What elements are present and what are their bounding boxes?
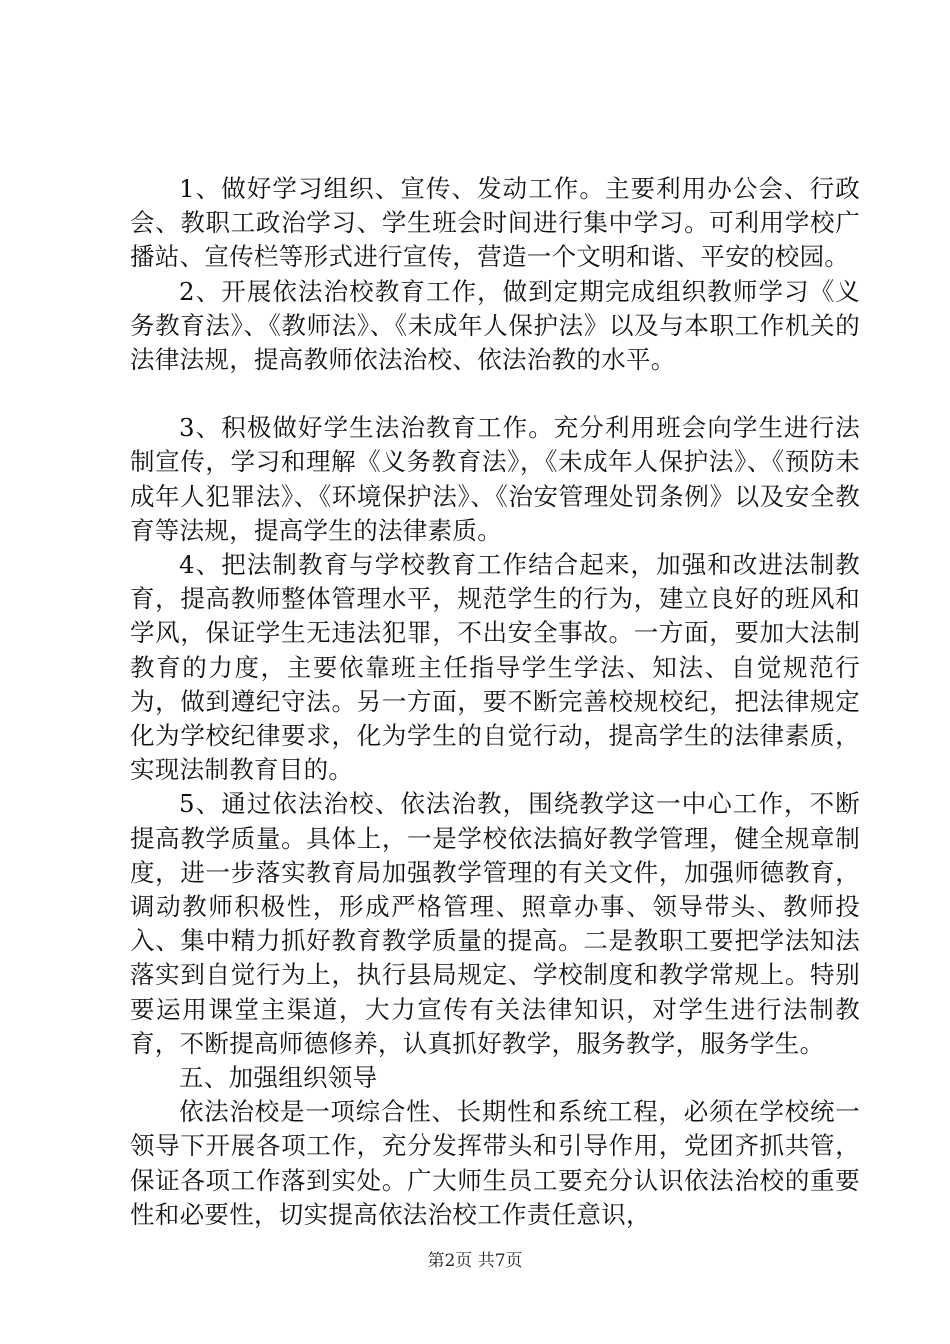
paragraph-5: 5、通过依法治校、依法治教，围绕教学这一中心工作，不断提高教学质量。具体上，一是学校依法搞好教学管理，健全规章制度，进一步落实教育局加强教学管理的有关文件，加强师德教育，调动教师积极性，形成严格管理、照章办事、领导带头、教师投入、集中精力抓好教育教学质量的提高。二是教职工要把学法知法落实到自觉行为上，执行县局规定、学校制度和教学常规上。特别要运用课堂主渠道，大力宣传有关法律知识，对学生进行法制教育，不断提高师德修养，认真抓好教学，服务教学，服务学生。 [130, 789, 860, 1058]
paragraph-2: 2、开展依法治校教育工作，做到定期完成组织教师学习《义务教育法》、《教师法》、《未成年人保护法》以及与本职工作机关的法律法规，提高教师依法治校、依法治教的水平。 [130, 276, 860, 375]
paragraph-4: 4、把法制教育与学校教育工作结合起来，加强和改进法制教育，提高教师整体管理水平，规范学生的行为，建立良好的班风和学风，保证学生无违法犯罪，不出安全事故。一方面，要加大法制教育的力度，主要依靠班主任指导学生学法、知法、自觉规范行为，做到遵纪守法。另一方面，要不断完善校规校纪，把法律规定化为学校纪律要求，化为学生的自觉行动，提高学生的法律素质，实现法制教育目的。 [130, 550, 860, 785]
document-body [130, 172, 860, 1232]
closing-paragraph: 依法治校是一项综合性、长期性和系统工程，必须在学校统一领导下开展各项工作，充分发挥带头和引导作用，党团齐抓共管，保证各项工作落到实处。广大师生员工要充分认识依法治校的重要性和必要性，切实提高依法治校工作责任意识， [130, 1097, 860, 1229]
section-heading: 五、加强组织领导 [179, 1063, 378, 1093]
paragraph-3: 3、积极做好学生法治教育工作。充分利用班会向学生进行法制宣传，学习和理解《义务教育法》，《未成年人保护法》、《预防未成年人犯罪法》、《环境保护法》、《治安管理处罚条例》以及安全教育等法规，提高学生的法律素质。 [130, 413, 860, 545]
page-footer: 第2页 共7页 [427, 1251, 523, 1271]
paragraph-1: 1、做好学习组织、宣传、发动工作。主要利用办公会、行政会、教职工政治学习、学生班会时间进行集中学习。可利用学校广播站、宣传栏等形式进行宣传，营造一个文明和谐、平安的校园。 [130, 174, 860, 272]
